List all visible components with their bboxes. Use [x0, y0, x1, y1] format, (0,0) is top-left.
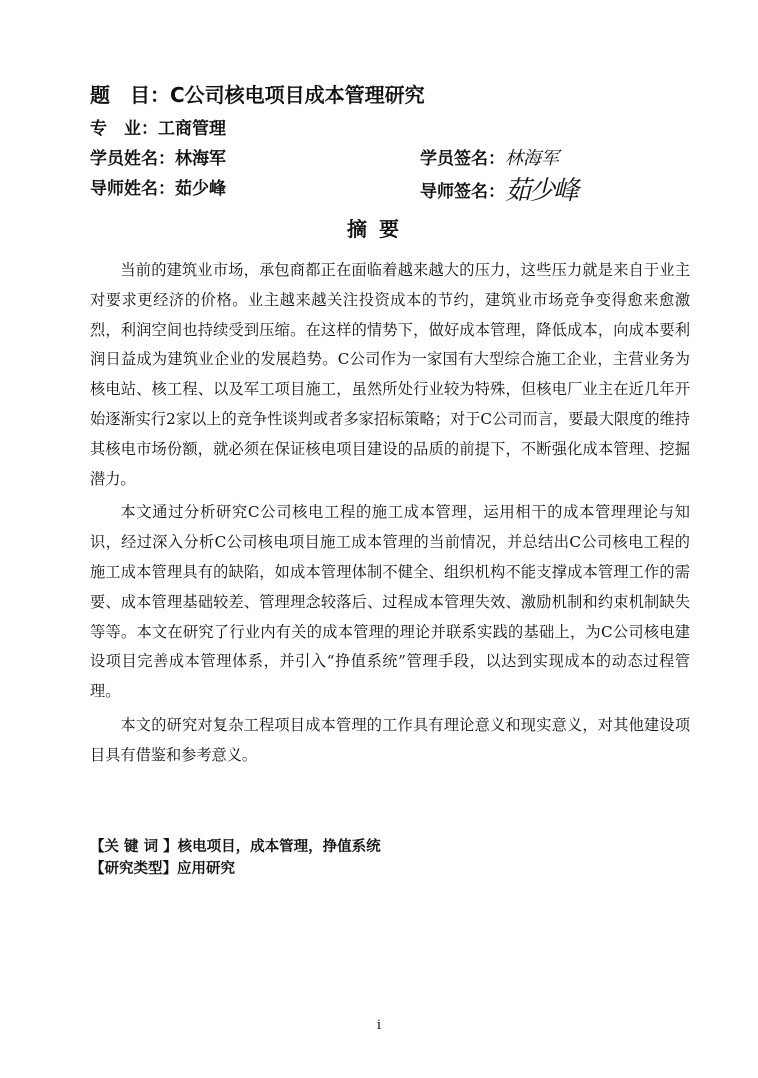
student-row — [90, 144, 698, 174]
keywords-line — [90, 836, 690, 858]
title-label: 题 目： — [90, 83, 170, 107]
abstract-paragraph: 本文通过分析研究C公司核电工程的施工成本管理，运用相干的成本管理理论与知识，经过深入分析C公司核电项目施工成本管理的当前情况，并总结出C公司核电工程的施工成本管理具有的缺陷，如成本管理体制不健全、组织机构不能支撑成本管理工作的需要、成本管理基础较差、管理理念较落后、过程成本管理失效、激励机制和约束机制缺失等等。本文在研究了行业内有关的成本管理的理论并联系实践的基础上，为C公司核电建设项目完善成本管理体系，并引入“挣值系统”管理手段，以达到实现成本的动态过程管理。 — [90, 503, 690, 701]
page-number: i — [376, 1018, 382, 1033]
major-label: 专 业： — [90, 119, 158, 139]
advisor-name-label: 导师姓名： — [90, 179, 175, 199]
student-signature: 林海军 — [505, 148, 559, 169]
major-value: 工商管理 — [158, 119, 226, 139]
student-sign-label: 学员签名： — [420, 149, 505, 169]
research-type-value: 应用研究 — [177, 861, 235, 877]
thesis-title: C公司核电项目成本管理研究 — [170, 83, 425, 107]
abstract-body — [90, 256, 690, 775]
student-name-value: 林海军 — [175, 149, 226, 169]
advisor-signature: 茹少峰 — [505, 176, 578, 206]
research-type-line — [90, 858, 690, 880]
advisor-sign-label: 导师签名： — [420, 182, 505, 202]
research-type-label: 【研究类型】 — [90, 861, 177, 877]
keywords-value: 核电项目，成本管理，挣值系统 — [177, 839, 381, 855]
advisor-sign-block — [420, 174, 577, 207]
title-row — [90, 80, 698, 110]
keywords-label: 【关 键 词 】 — [90, 839, 178, 855]
abstract-paragraph: 当前的建筑业市场，承包商都正在面临着越来越大的压力，这些压力就是来自于业主对要求更经济的价格。业主越来越关注投资成本的节约，建筑业市场竞争变得愈来愈激烈，利润空间也持续受到压缩。在这样的情势下，做好成本管理，降低成本，向成本要利润日益成为建筑业企业的发展趋势。C公司作为一家国有大型综合施工企业，主营业务为核电站、核工程、以及军工项目施工，虽然所处行业较为特殊，但核电厂业主在近几年开始逐渐实行2家以上的竞争性谈判或者多家招标策略；对于C公司而言，要最大限度的维持其核电市场份额，就必须在保证核电项目建设的品质的前提下，不断强化成本管理、挖掘潜力。 — [90, 261, 690, 488]
student-sign-block — [420, 144, 559, 174]
major-row — [90, 114, 698, 144]
abstract-paragraph: 本文的研究对复杂工程项目成本管理的工作具有理论意义和现实意义，对其他建设项目具有借鉴和参考意义。 — [90, 715, 690, 764]
advisor-name-value: 茹少峰 — [175, 179, 226, 199]
student-name-label: 学员姓名： — [90, 149, 175, 169]
abstract-heading: 摘要 — [347, 217, 411, 241]
advisor-row — [90, 174, 698, 204]
